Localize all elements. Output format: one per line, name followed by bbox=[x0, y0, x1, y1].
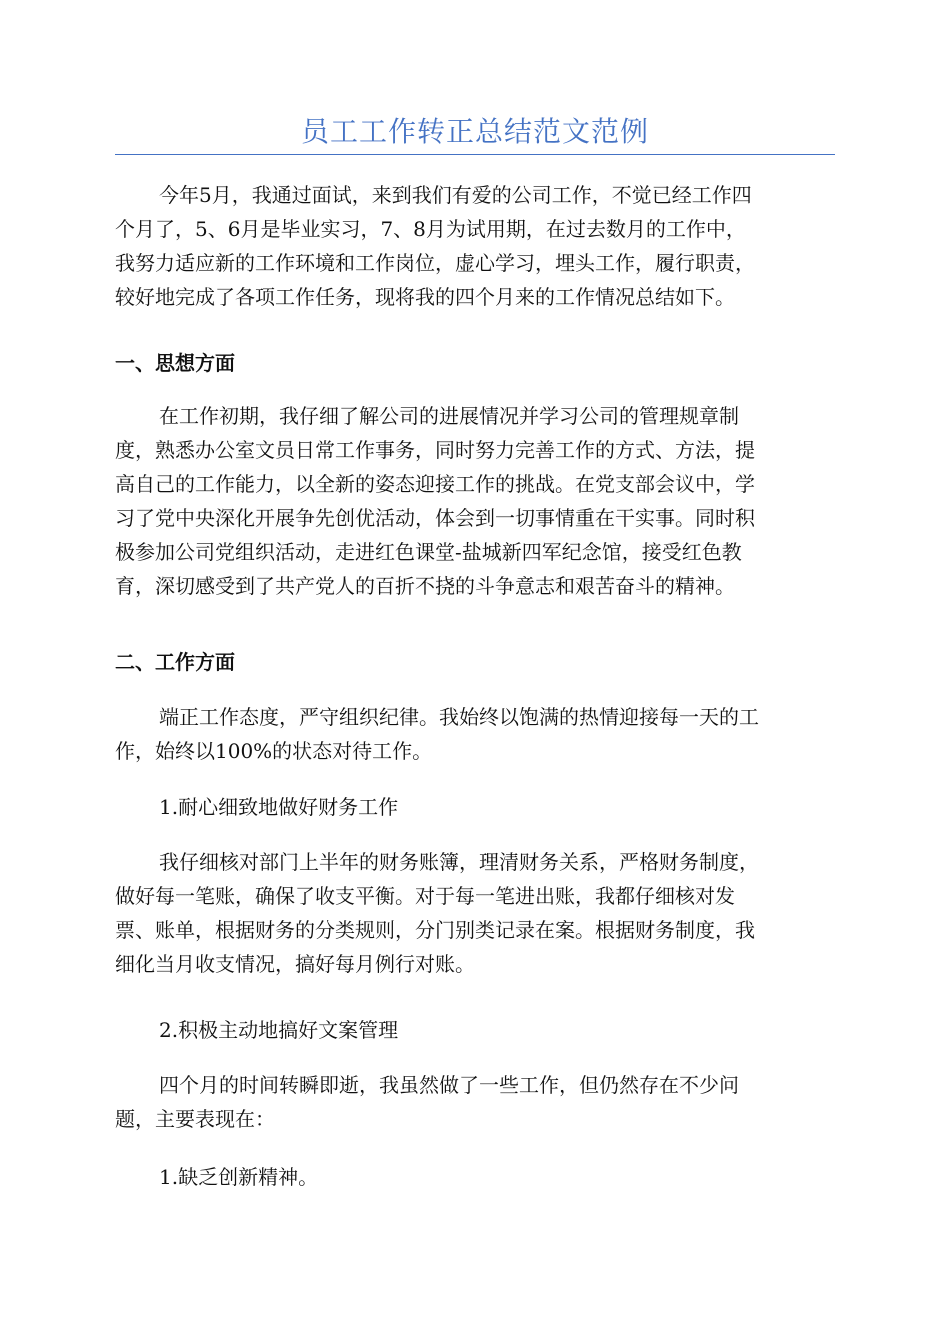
item1-paragraph bbox=[115, 845, 835, 981]
title-underline bbox=[115, 154, 835, 155]
section2-heading: 二、工作方面 bbox=[115, 650, 235, 674]
item1-heading: 1.耐心细致地做好财务工作 bbox=[159, 795, 399, 819]
section1-line: 育，深切感受到了共产党人的百折不挠的斗争意志和艰苦奋斗的精神。 bbox=[115, 574, 735, 598]
item1-line: 做好每一笔账，确保了收支平衡。对于每一笔进出账，我都仔细核对发 bbox=[115, 884, 735, 908]
item2-heading: 2.积极主动地搞好文案管理 bbox=[159, 1018, 399, 1042]
item2-line: 四个月的时间转瞬即逝，我虽然做了一些工作，但仍然存在不少问 bbox=[159, 1073, 739, 1097]
item1-line: 细化当月收支情况，搞好每月例行对账。 bbox=[115, 952, 475, 976]
item2-line: 题，主要表现在： bbox=[115, 1107, 275, 1131]
item2-paragraph bbox=[115, 1068, 835, 1136]
section1-paragraph bbox=[115, 399, 835, 603]
section2-line: 端正工作态度，严守组织纪律。我始终以饱满的热情迎接每一天的工 bbox=[159, 705, 759, 729]
intro-line: 较好地完成了各项工作任务，现将我的四个月来的工作情况总结如下。 bbox=[115, 285, 735, 309]
intro-line: 今年5月，我通过面试，来到我们有爱的公司工作，不觉已经工作四 bbox=[159, 183, 752, 207]
document-title: 员工工作转正总结范文范例 bbox=[300, 115, 649, 148]
item1-line: 我仔细核对部门上半年的财务账簿，理清财务关系，严格财务制度， bbox=[159, 850, 759, 874]
section1-line: 习了党中央深化开展争先创优活动，体会到一切事情重在干实事。同时积 bbox=[115, 506, 755, 530]
section1-line: 度，熟悉办公室文员日常工作事务，同时努力完善工作的方式、方法，提 bbox=[115, 438, 755, 462]
section1-line: 在工作初期，我仔细了解公司的进展情况并学习公司的管理规章制 bbox=[159, 404, 739, 428]
item3-heading: 1.缺乏创新精神。 bbox=[159, 1165, 319, 1189]
section2-line: 作，始终以100%的状态对待工作。 bbox=[115, 739, 433, 763]
section1-heading: 一、思想方面 bbox=[115, 351, 235, 375]
section2-paragraph bbox=[115, 700, 835, 768]
item1-line: 票、账单，根据财务的分类规则，分门别类记录在案。根据财务制度，我 bbox=[115, 918, 755, 942]
section1-line: 高自己的工作能力，以全新的姿态迎接工作的挑战。在党支部会议中，学 bbox=[115, 472, 755, 496]
intro-line: 个月了，5、6月是毕业实习，7、8月为试用期，在过去数月的工作中， bbox=[115, 217, 746, 241]
intro-line: 我努力适应新的工作环境和工作岗位，虚心学习，埋头工作，履行职责， bbox=[115, 251, 755, 275]
intro-paragraph bbox=[115, 178, 835, 314]
section1-line: 极参加公司党组织活动，走进红色课堂-盐城新四军纪念馆，接受红色教 bbox=[115, 540, 742, 564]
